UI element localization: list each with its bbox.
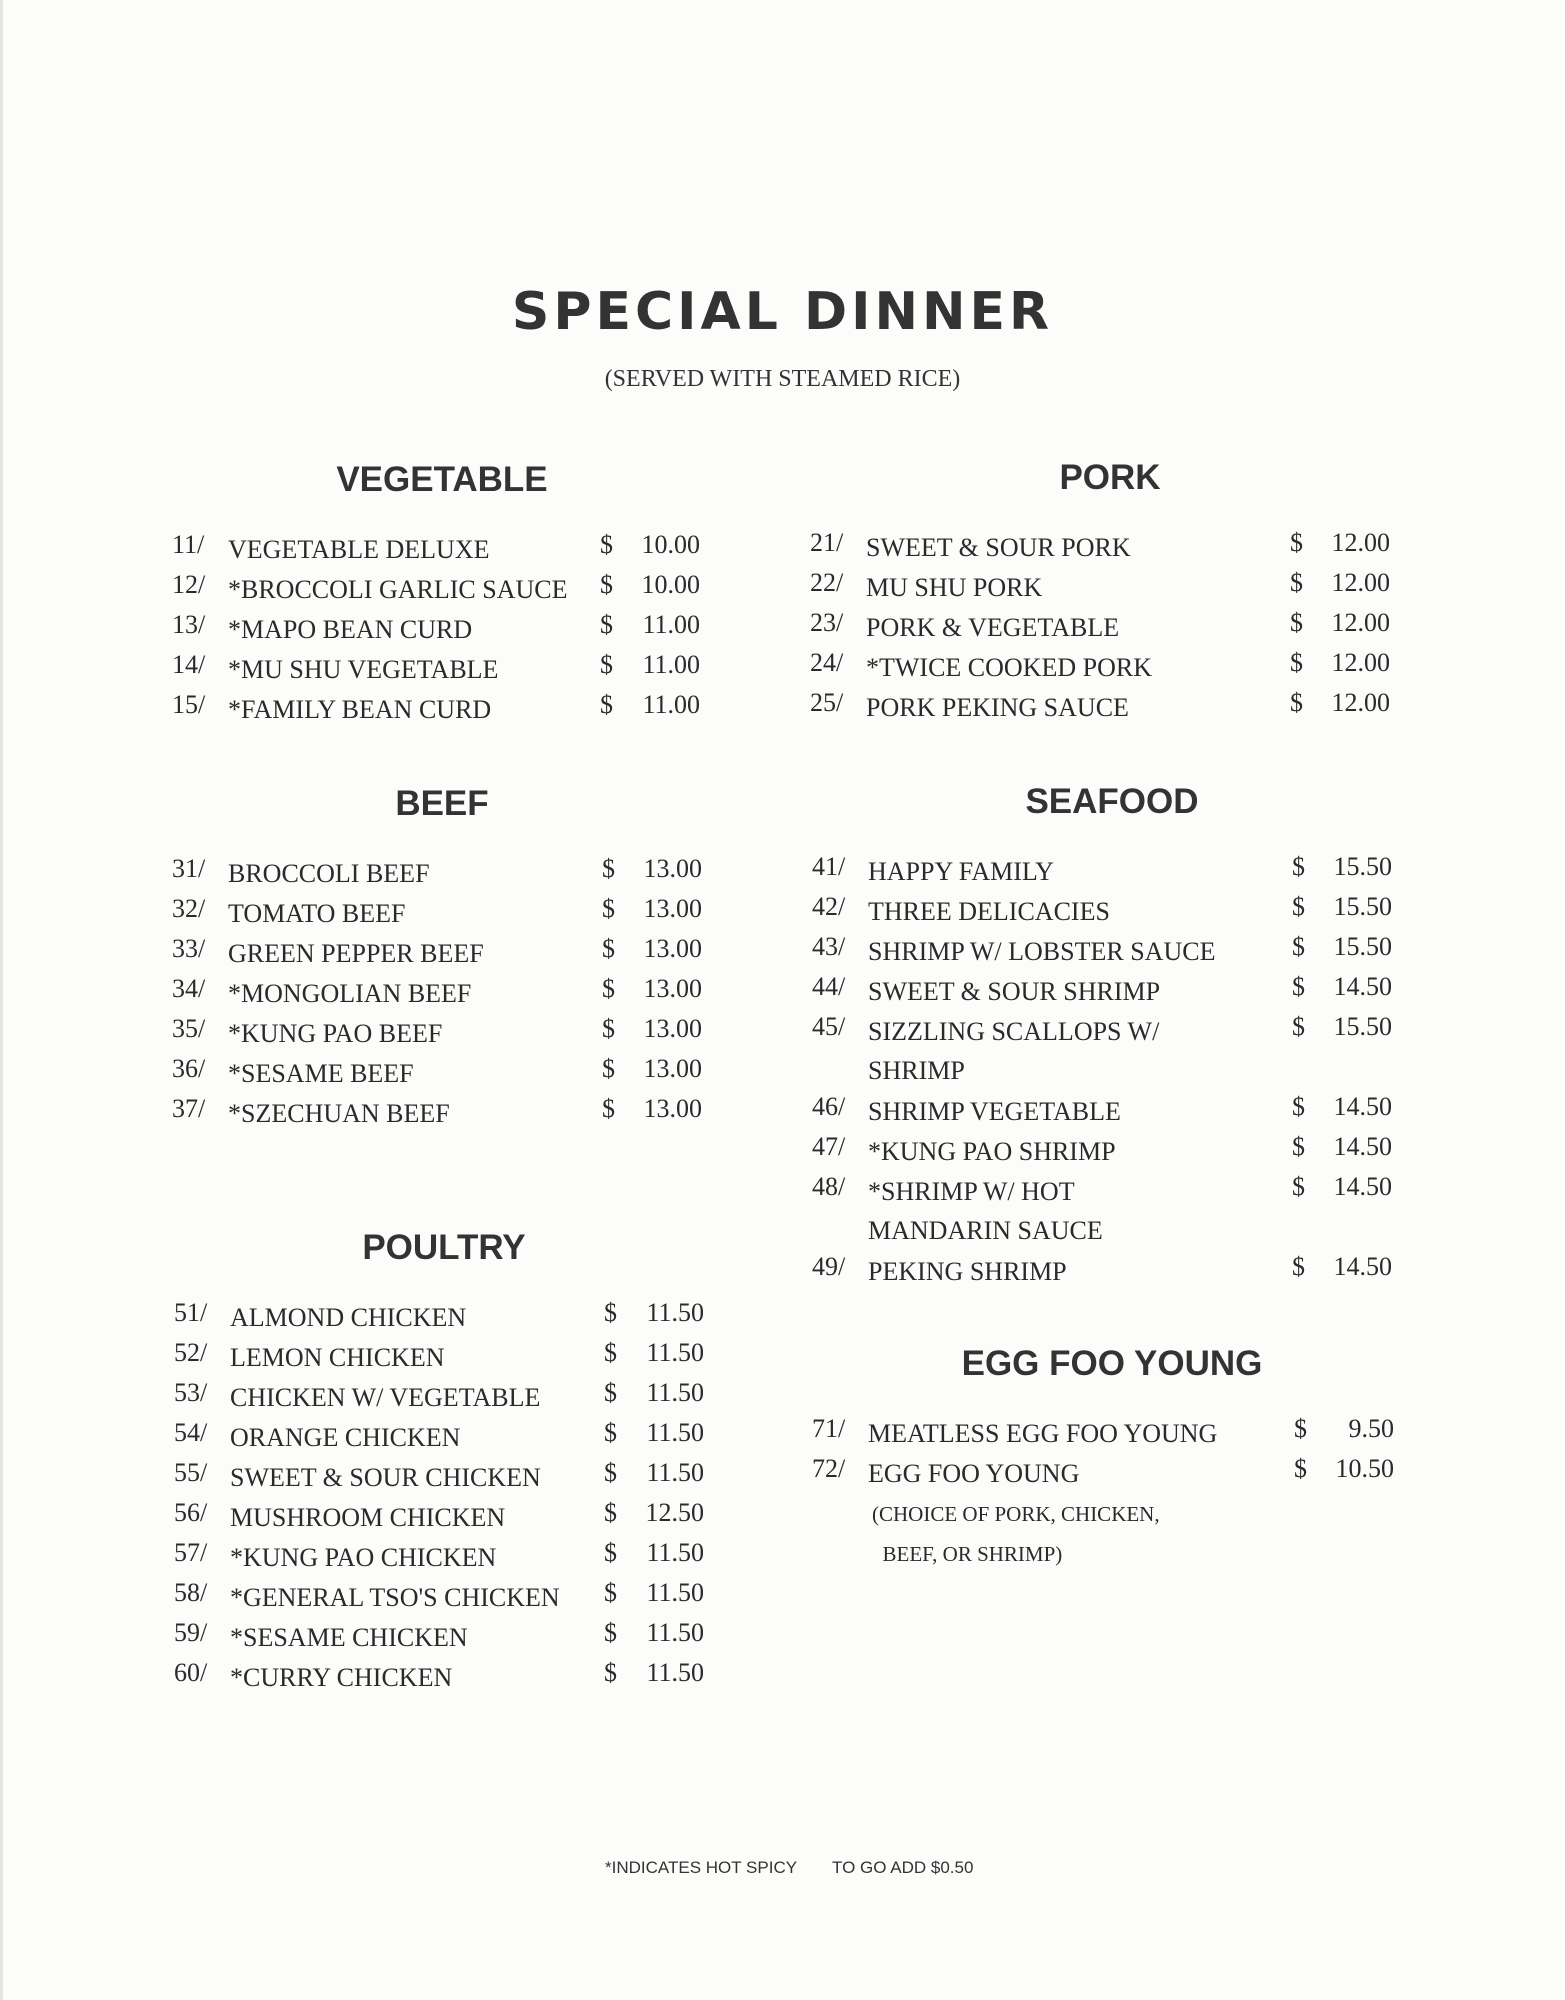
item-name: ORANGE CHICKEN bbox=[230, 1423, 461, 1452]
item-price: 11.50 bbox=[646, 1298, 704, 1327]
item-name: *SESAME BEEF bbox=[228, 1059, 414, 1088]
item-name: GREEN PEPPER BEEF bbox=[228, 939, 484, 968]
section-pork bbox=[810, 458, 1390, 748]
item-price: 15.50 bbox=[1333, 892, 1392, 921]
item-price: 13.00 bbox=[643, 934, 702, 963]
item-number: 43/ bbox=[812, 932, 846, 961]
item-price: 11.00 bbox=[642, 610, 700, 639]
item-name: *SESAME CHICKEN bbox=[230, 1623, 468, 1652]
item-name: SIZZLING SCALLOPS W/ SHRIMP bbox=[868, 1017, 1160, 1085]
item-name: *CURRY CHICKEN bbox=[230, 1663, 453, 1692]
item-number: 34/ bbox=[172, 974, 206, 1003]
item-name: VEGETABLE DELUXE bbox=[228, 535, 490, 564]
menu-item bbox=[812, 852, 1392, 892]
menu-item bbox=[172, 610, 712, 650]
to-go-note: TO GO ADD $0.50 bbox=[832, 1858, 974, 1877]
menu-item bbox=[810, 688, 1390, 728]
item-currency: $ bbox=[1292, 1132, 1305, 1161]
menu-item bbox=[812, 972, 1392, 1012]
menu-item bbox=[812, 1252, 1392, 1292]
item-currency: $ bbox=[604, 1658, 617, 1687]
item-currency: $ bbox=[1292, 892, 1305, 921]
item-price: 13.00 bbox=[643, 1054, 702, 1083]
item-price: 14.50 bbox=[1333, 972, 1392, 1001]
item-price: 13.00 bbox=[643, 1094, 702, 1123]
item-number: 72/ bbox=[812, 1454, 846, 1483]
menu-item bbox=[174, 1298, 714, 1338]
menu-item bbox=[812, 932, 1392, 972]
item-currency: $ bbox=[602, 974, 615, 1003]
item-price: 14.50 bbox=[1333, 1172, 1392, 1201]
item-price: 13.00 bbox=[643, 854, 702, 883]
menu-item bbox=[812, 1012, 1392, 1092]
item-currency: $ bbox=[1290, 568, 1303, 597]
item-price: 11.50 bbox=[646, 1338, 704, 1367]
item-currency: $ bbox=[1292, 1172, 1305, 1201]
item-name: *MONGOLIAN BEEF bbox=[228, 979, 472, 1008]
item-currency: $ bbox=[600, 650, 613, 679]
menu-item bbox=[174, 1578, 714, 1618]
item-price: 11.50 bbox=[646, 1418, 704, 1447]
item-number: 33/ bbox=[172, 934, 206, 963]
egg-foo-young-choice-note: (CHOICE OF PORK, CHICKEN, BEEF, OR SHRIMP) bbox=[872, 1502, 1160, 1566]
item-currency: $ bbox=[1294, 1454, 1307, 1483]
item-currency: $ bbox=[1290, 528, 1303, 557]
section-poultry bbox=[174, 1228, 714, 1708]
item-name: *SHRIMP W/ HOT MANDARIN SAUCE bbox=[868, 1177, 1103, 1245]
item-currency: $ bbox=[1290, 648, 1303, 677]
item-currency: $ bbox=[604, 1618, 617, 1647]
menu-item bbox=[172, 894, 712, 934]
item-currency: $ bbox=[604, 1338, 617, 1367]
menu-item bbox=[174, 1418, 714, 1458]
item-name: SWEET & SOUR PORK bbox=[866, 533, 1131, 562]
item-currency: $ bbox=[1290, 608, 1303, 637]
item-price: 11.50 bbox=[646, 1538, 704, 1567]
item-number: 37/ bbox=[172, 1094, 206, 1123]
item-currency: $ bbox=[1292, 852, 1305, 881]
menu-item bbox=[172, 690, 712, 730]
item-price: 14.50 bbox=[1333, 1252, 1392, 1281]
item-price: 15.50 bbox=[1333, 852, 1392, 881]
item-price: 11.50 bbox=[646, 1378, 704, 1407]
item-number: 49/ bbox=[812, 1252, 846, 1281]
item-name: PORK PEKING SAUCE bbox=[866, 693, 1129, 722]
item-name: SHRIMP W/ LOBSTER SAUCE bbox=[868, 937, 1216, 966]
item-number: 22/ bbox=[810, 568, 844, 597]
item-price: 13.00 bbox=[643, 894, 702, 923]
menu-item bbox=[174, 1498, 714, 1538]
section-title-poultry: POULTRY bbox=[362, 1228, 526, 1267]
item-currency: $ bbox=[602, 1014, 615, 1043]
section-vegetable bbox=[172, 460, 712, 750]
item-number: 60/ bbox=[174, 1658, 208, 1687]
section-title-beef: BEEF bbox=[395, 784, 489, 823]
item-name: *FAMILY BEAN CURD bbox=[228, 695, 492, 724]
item-name: ALMOND CHICKEN bbox=[230, 1303, 467, 1332]
item-currency: $ bbox=[600, 530, 613, 559]
item-number: 11/ bbox=[172, 530, 205, 559]
item-price: 15.50 bbox=[1333, 932, 1392, 961]
item-price: 10.00 bbox=[641, 530, 700, 559]
item-name: LEMON CHICKEN bbox=[230, 1343, 445, 1372]
item-currency: $ bbox=[602, 894, 615, 923]
item-number: 59/ bbox=[174, 1618, 208, 1647]
item-name: PORK & VEGETABLE bbox=[866, 613, 1120, 642]
menu-item bbox=[812, 1414, 1392, 1454]
item-price: 9.50 bbox=[1348, 1414, 1394, 1443]
item-name: BROCCOLI BEEF bbox=[228, 859, 430, 888]
item-price: 15.50 bbox=[1333, 1012, 1392, 1041]
item-name: MUSHROOM CHICKEN bbox=[230, 1503, 506, 1532]
item-name: *KUNG PAO SHRIMP bbox=[868, 1137, 1116, 1166]
item-name: TOMATO BEEF bbox=[228, 899, 406, 928]
item-number: 15/ bbox=[172, 690, 206, 719]
menu-item bbox=[812, 1454, 1392, 1494]
item-number: 44/ bbox=[812, 972, 846, 1001]
item-currency: $ bbox=[1290, 688, 1303, 717]
item-number: 55/ bbox=[174, 1458, 208, 1487]
item-currency: $ bbox=[1292, 1092, 1305, 1121]
item-number: 56/ bbox=[174, 1498, 208, 1527]
item-name: *TWICE COOKED PORK bbox=[866, 653, 1152, 682]
item-price: 12.00 bbox=[1331, 568, 1390, 597]
item-name: *KUNG PAO BEEF bbox=[228, 1019, 443, 1048]
section-beef bbox=[172, 784, 712, 1144]
section-title-pork: PORK bbox=[1059, 458, 1161, 497]
menu-item bbox=[174, 1458, 714, 1498]
menu-item bbox=[174, 1658, 714, 1698]
item-number: 57/ bbox=[174, 1538, 208, 1567]
item-currency: $ bbox=[600, 610, 613, 639]
item-name: MEATLESS EGG FOO YOUNG bbox=[868, 1419, 1218, 1448]
section-seafood bbox=[812, 782, 1392, 1286]
item-price: 12.00 bbox=[1331, 528, 1390, 557]
item-name: THREE DELICACIES bbox=[868, 897, 1110, 926]
item-price: 14.50 bbox=[1333, 1132, 1392, 1161]
item-number: 36/ bbox=[172, 1054, 206, 1083]
item-price: 11.50 bbox=[646, 1618, 704, 1647]
item-price: 11.50 bbox=[646, 1658, 704, 1687]
menu-item bbox=[810, 568, 1390, 608]
menu-item bbox=[810, 608, 1390, 648]
item-price: 11.50 bbox=[646, 1578, 704, 1607]
section-title-egg-foo-young: EGG FOO YOUNG bbox=[961, 1344, 1263, 1383]
item-currency: $ bbox=[604, 1458, 617, 1487]
item-name: HAPPY FAMILY bbox=[868, 857, 1054, 886]
item-number: 52/ bbox=[174, 1338, 208, 1367]
menu-item bbox=[172, 570, 712, 610]
item-name: *KUNG PAO CHICKEN bbox=[230, 1543, 497, 1572]
item-number: 12/ bbox=[172, 570, 206, 599]
item-number: 21/ bbox=[810, 528, 844, 557]
item-price: 12.00 bbox=[1331, 688, 1390, 717]
item-price: 10.50 bbox=[1335, 1454, 1394, 1483]
item-currency: $ bbox=[604, 1498, 617, 1527]
menu-item bbox=[174, 1338, 714, 1378]
item-price: 13.00 bbox=[643, 1014, 702, 1043]
item-currency: $ bbox=[1294, 1414, 1307, 1443]
menu-item bbox=[172, 854, 712, 894]
item-name: PEKING SHRIMP bbox=[868, 1257, 1067, 1286]
item-price: 12.00 bbox=[1331, 608, 1390, 637]
item-currency: $ bbox=[604, 1538, 617, 1567]
item-name: SHRIMP VEGETABLE bbox=[868, 1097, 1121, 1126]
item-currency: $ bbox=[600, 570, 613, 599]
item-number: 46/ bbox=[812, 1092, 846, 1121]
menu-item bbox=[812, 1172, 1392, 1252]
item-price: 11.00 bbox=[642, 690, 700, 719]
item-number: 25/ bbox=[810, 688, 844, 717]
item-price: 12.00 bbox=[1331, 648, 1390, 677]
item-number: 51/ bbox=[174, 1298, 208, 1327]
menu-item bbox=[812, 892, 1392, 932]
menu-item bbox=[172, 1014, 712, 1054]
item-currency: $ bbox=[602, 1094, 615, 1123]
menu-item bbox=[172, 934, 712, 974]
item-currency: $ bbox=[602, 934, 615, 963]
item-number: 71/ bbox=[812, 1414, 846, 1443]
item-currency: $ bbox=[604, 1578, 617, 1607]
item-currency: $ bbox=[1292, 972, 1305, 1001]
item-number: 14/ bbox=[172, 650, 206, 679]
item-currency: $ bbox=[1292, 1252, 1305, 1281]
item-number: 53/ bbox=[174, 1378, 208, 1407]
item-name: *GENERAL TSO'S CHICKEN bbox=[230, 1583, 560, 1612]
menu-item bbox=[172, 1054, 712, 1094]
item-price: 12.50 bbox=[645, 1498, 704, 1527]
menu-item bbox=[810, 648, 1390, 688]
item-currency: $ bbox=[602, 854, 615, 883]
item-name: MU SHU PORK bbox=[866, 573, 1043, 602]
item-currency: $ bbox=[1292, 1012, 1305, 1041]
item-number: 13/ bbox=[172, 610, 206, 639]
menu-item bbox=[174, 1538, 714, 1578]
item-number: 54/ bbox=[174, 1418, 208, 1447]
menu-item bbox=[172, 1094, 712, 1134]
spicy-note: *INDICATES HOT SPICY bbox=[605, 1858, 798, 1877]
page-title: SPECIAL DINNER bbox=[511, 282, 1054, 342]
item-number: 23/ bbox=[810, 608, 844, 637]
item-number: 24/ bbox=[810, 648, 844, 677]
item-number: 48/ bbox=[812, 1172, 846, 1201]
item-number: 45/ bbox=[812, 1012, 846, 1041]
page-subtitle: (SERVED WITH STEAMED RICE) bbox=[604, 366, 961, 392]
item-price: 10.00 bbox=[641, 570, 700, 599]
item-price: 13.00 bbox=[643, 974, 702, 1003]
menu-item bbox=[172, 974, 712, 1014]
item-currency: $ bbox=[602, 1054, 615, 1083]
section-title-vegetable: VEGETABLE bbox=[336, 460, 548, 499]
item-currency: $ bbox=[600, 690, 613, 719]
item-name: *MAPO BEAN CURD bbox=[228, 615, 473, 644]
menu-item bbox=[810, 528, 1390, 568]
menu-item bbox=[812, 1132, 1392, 1172]
menu-item bbox=[174, 1618, 714, 1658]
item-price: 14.50 bbox=[1333, 1092, 1392, 1121]
item-number: 32/ bbox=[172, 894, 206, 923]
section-egg-foo-young bbox=[812, 1344, 1392, 1584]
menu-item bbox=[172, 650, 712, 690]
menu-item bbox=[812, 1092, 1392, 1132]
item-number: 47/ bbox=[812, 1132, 846, 1161]
item-name: SWEET & SOUR SHRIMP bbox=[868, 977, 1161, 1006]
item-name: *BROCCOLI GARLIC SAUCE bbox=[228, 575, 568, 604]
item-number: 41/ bbox=[812, 852, 846, 881]
menu-item bbox=[172, 530, 712, 570]
item-number: 31/ bbox=[172, 854, 206, 883]
item-number: 58/ bbox=[174, 1578, 208, 1607]
item-currency: $ bbox=[1292, 932, 1305, 961]
item-name: CHICKEN W/ VEGETABLE bbox=[230, 1383, 541, 1412]
item-name: *SZECHUAN BEEF bbox=[228, 1099, 450, 1128]
item-name: *MU SHU VEGETABLE bbox=[228, 655, 499, 684]
item-number: 35/ bbox=[172, 1014, 206, 1043]
item-currency: $ bbox=[604, 1298, 617, 1327]
menu-item bbox=[174, 1378, 714, 1418]
item-name: EGG FOO YOUNG bbox=[868, 1459, 1080, 1488]
item-name: SWEET & SOUR CHICKEN bbox=[230, 1463, 541, 1492]
item-currency: $ bbox=[604, 1378, 617, 1407]
section-title-seafood: SEAFOOD bbox=[1025, 782, 1199, 821]
item-currency: $ bbox=[604, 1418, 617, 1447]
item-price: 11.00 bbox=[642, 650, 700, 679]
item-number: 42/ bbox=[812, 892, 846, 921]
item-price: 11.50 bbox=[646, 1458, 704, 1487]
